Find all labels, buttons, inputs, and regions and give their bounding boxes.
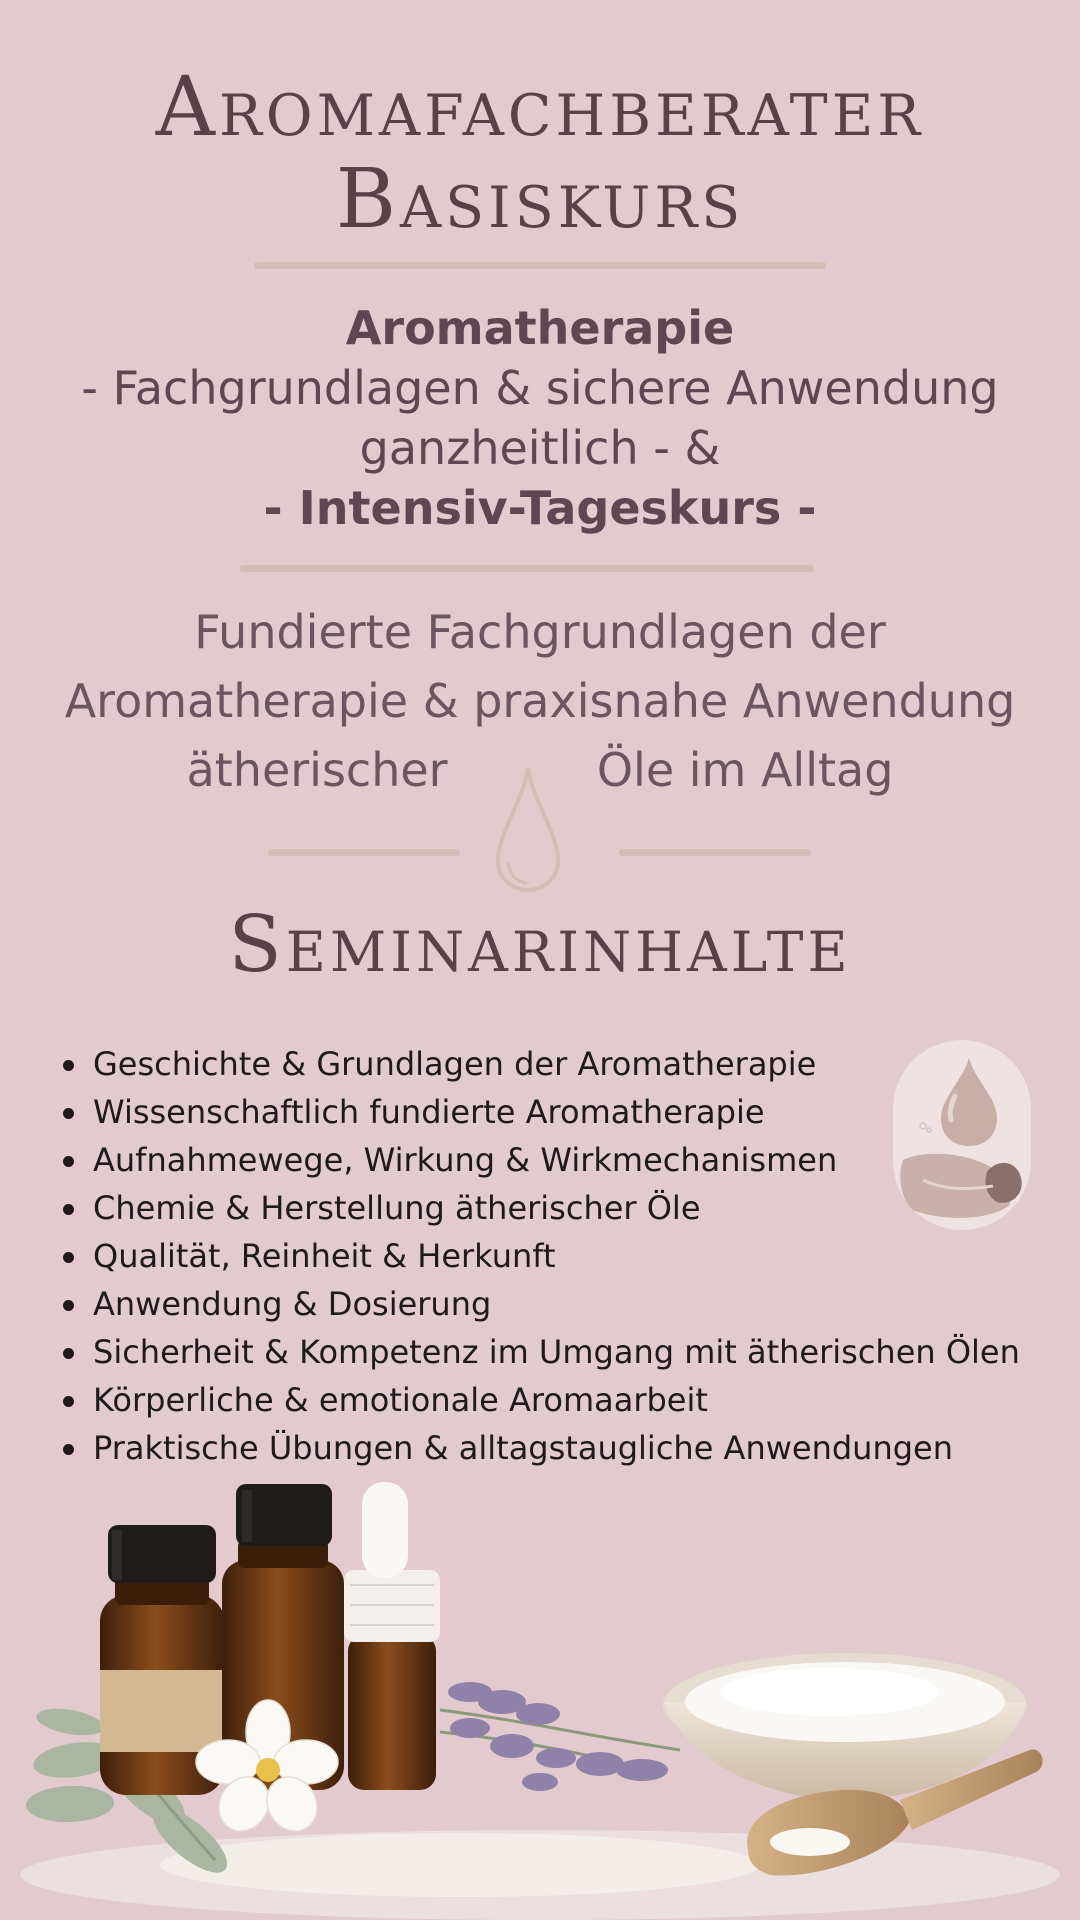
divider-left [268, 849, 460, 856]
bottle-dropper [344, 1482, 440, 1790]
list-item: Sicherheit & Kompetenz im Umgang mit ätherischen Ölen [55, 1328, 1020, 1376]
essential-oils-scene [0, 1470, 1080, 1920]
main-title [0, 62, 1080, 246]
subtitle-block [0, 298, 1080, 538]
list-item: Praktische Übungen & alltagstaugliche Anwendungen [55, 1424, 1020, 1472]
description-line-3a: ätherischer [186, 743, 448, 797]
list-item: Aufnahmewege, Wirkung & Wirkmechanismen [55, 1136, 1020, 1184]
title-line-1: Aromafachberater [155, 60, 925, 155]
list-item: Chemie & Herstellung ätherischer Öle [55, 1184, 1020, 1232]
list-item: Körperliche & emotionale Aromaarbeit [55, 1376, 1020, 1424]
subtitle-line-2: - Fachgrundlagen & sichere Anwendung [81, 361, 999, 415]
hand-drop-logo [893, 1040, 1031, 1230]
subtitle-line-1: Aromatherapie [345, 301, 735, 355]
oil-drop-icon [492, 764, 564, 894]
list-item: Qualität, Reinheit & Herkunft [55, 1232, 1020, 1280]
logo-badge [893, 1040, 1031, 1230]
divider-right [619, 849, 811, 856]
subtitle-line-3: ganzheitlich - & [359, 421, 721, 475]
topics-list [55, 1040, 1020, 1472]
lavender [440, 1682, 680, 1791]
divider-top [254, 262, 826, 269]
list-item: Anwendung & Dosierung [55, 1280, 1020, 1328]
divider-middle [240, 565, 814, 572]
description-line-1: Fundierte Fachgrundlagen der [194, 605, 886, 659]
subtitle-line-4: - Intensiv-Tageskurs - [263, 481, 817, 535]
list-item: Geschichte & Grundlagen der Aromatherapie [55, 1040, 1020, 1088]
description-line-2: Aromatherapie & praxisnahe Anwendung [64, 674, 1016, 728]
description-line-3b: Öle im Alltag [596, 743, 894, 797]
list-item: Wissenschaftlich fundierte Aromatherapie [55, 1088, 1020, 1136]
seminar-title: Seminarinhalte [228, 900, 852, 990]
title-line-2: Basiskurs [335, 152, 745, 247]
